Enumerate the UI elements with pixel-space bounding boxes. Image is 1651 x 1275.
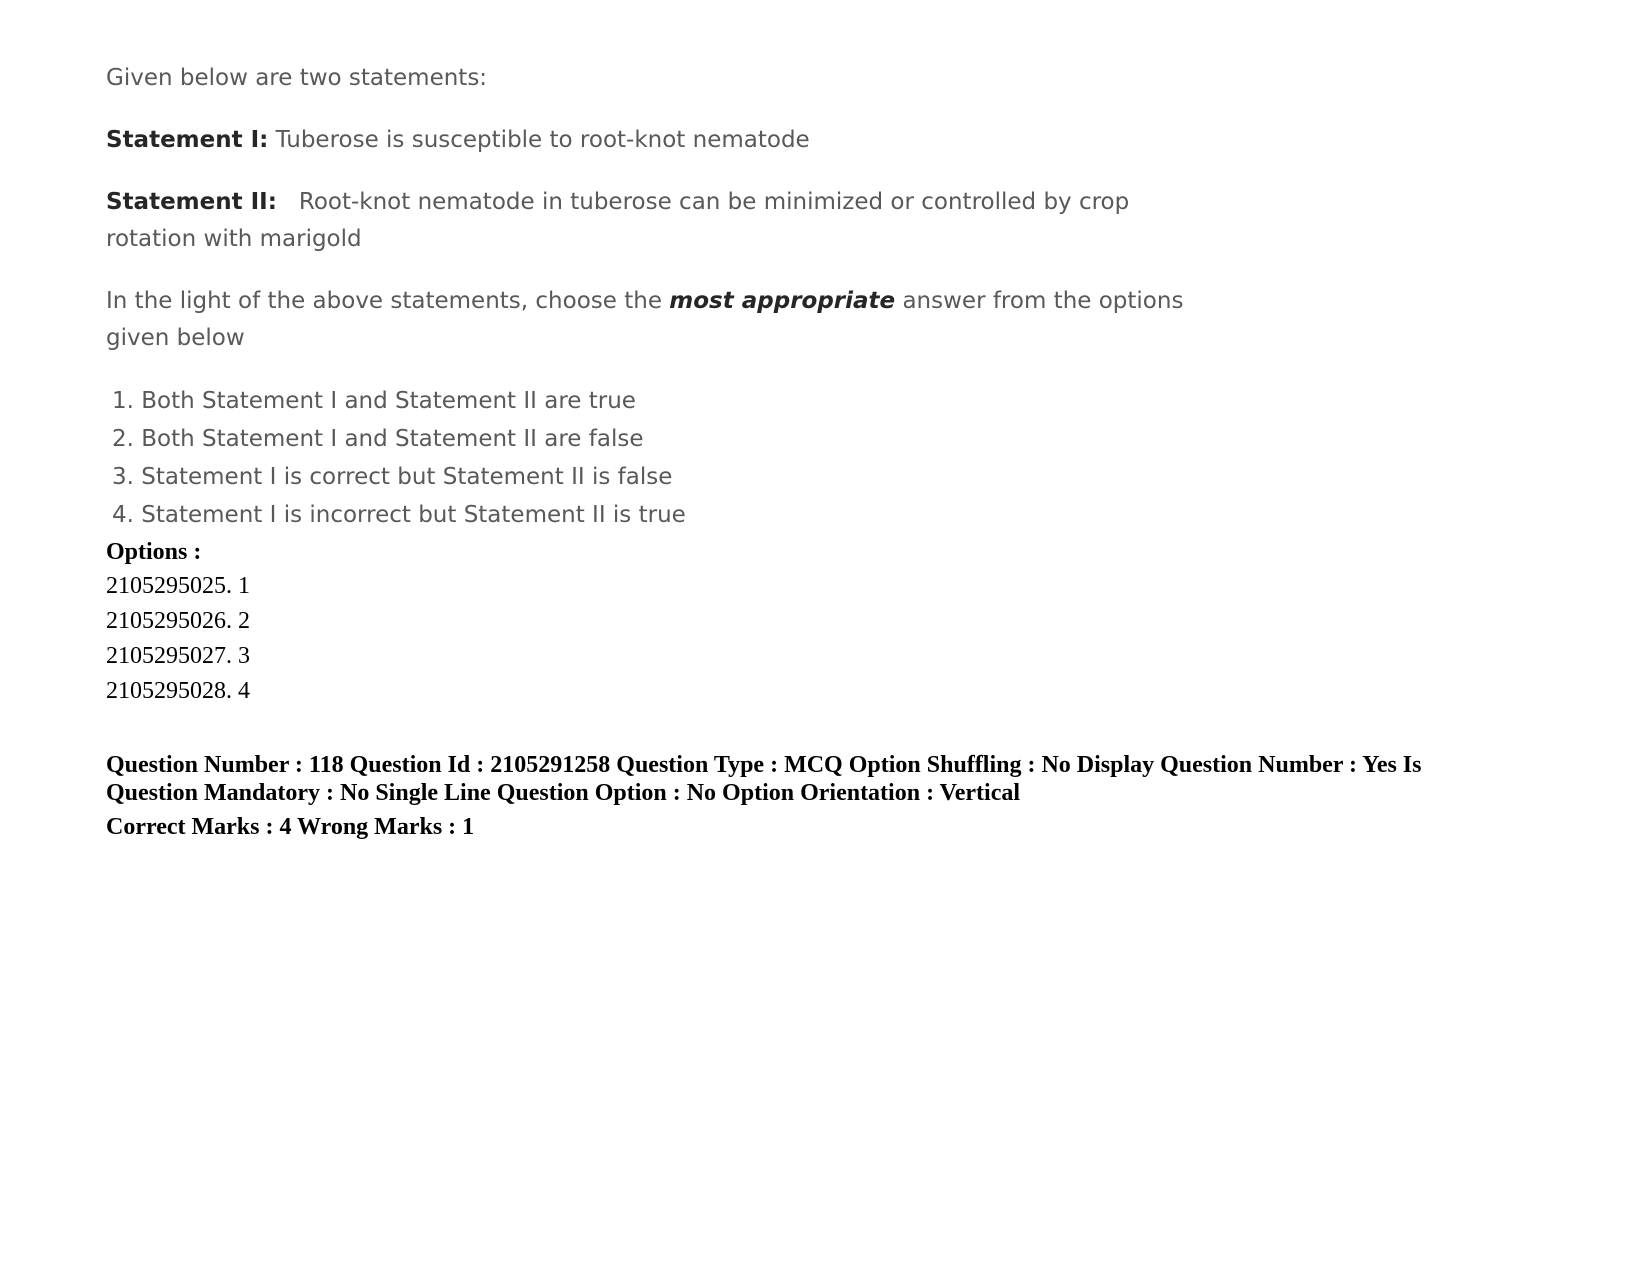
option-item: 2105295026. 2 — [106, 608, 250, 634]
options-title: Options : — [106, 539, 202, 565]
statement-one-label: Statement I: — [106, 127, 269, 153]
question-text-image — [106, 60, 1186, 534]
statement-two-text-line2: rotation with marigold — [106, 226, 362, 252]
option-item: 2105295025. 1 — [106, 573, 250, 599]
metadata-line2: Question Mandatory : No Single Line Question Option : No Option Orientation : Vertical — [106, 780, 1021, 806]
instruction-before: In the light of the above statements, choose the — [106, 288, 670, 314]
choice-item: 2. Both Statement I and Statement II are false — [112, 426, 644, 452]
statement-one-text: Tuberose is susceptible to root-knot nematode — [268, 127, 810, 153]
statement-two — [106, 184, 1186, 258]
question-metadata — [106, 751, 1546, 841]
question-instruction — [106, 283, 1186, 357]
choice-list — [106, 382, 1186, 534]
instruction-after: answer from the options — [895, 288, 1184, 314]
choice-item: 1. Both Statement I and Statement II are true — [112, 388, 636, 414]
choice-item: 4. Statement I is incorrect but Statement II is true — [112, 502, 686, 528]
statement-one — [106, 122, 1186, 159]
option-item: 2105295028. 4 — [106, 678, 250, 704]
document-page — [106, 60, 1546, 841]
choice-item: 3. Statement I is correct but Statement II is false — [112, 464, 673, 490]
statement-two-text-line1: Root-knot nematode in tuberose can be minimized or controlled by crop — [276, 189, 1130, 215]
question-intro: Given below are two statements: — [106, 65, 488, 91]
option-item: 2105295027. 3 — [106, 643, 250, 669]
instruction-emphasis: most appropriate — [669, 288, 896, 314]
statement-two-label: Statement II: — [106, 189, 277, 215]
instruction-line2: given below — [106, 325, 245, 351]
marks-line: Correct Marks : 4 Wrong Marks : 1 — [106, 814, 475, 840]
metadata-line1: Question Number : 118 Question Id : 2105291258 Question Type : MCQ Option Shuffling : No Display Question Number : Yes Is — [106, 752, 1422, 778]
options-block — [106, 536, 1546, 709]
